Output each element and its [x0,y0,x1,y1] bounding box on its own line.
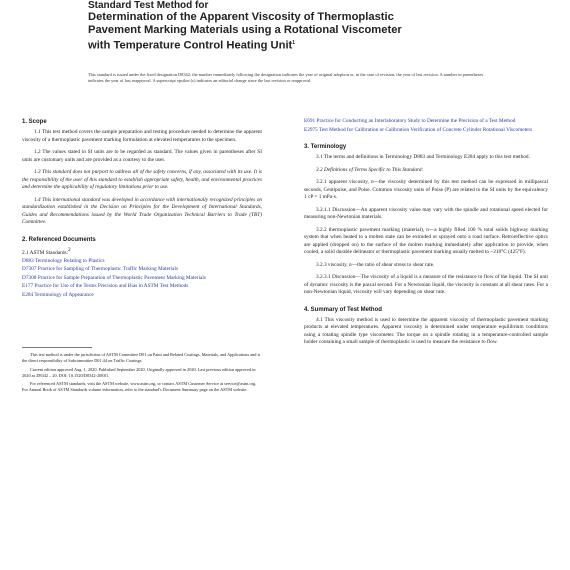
left-column [22,118,262,396]
referenced-documents-heading: 2. Referenced Documents [22,236,96,243]
terminology-3-1: 3.1 The terms and definitions in Terminology D883 and Terminology E284 apply to this test method. [316,154,530,160]
title-line-1: Determination of the Apparent Viscosity of Thermoplastic [88,11,394,23]
terminology-heading: 3. Terminology [304,144,347,150]
summary-heading: 4. Summary of Test Method [304,306,382,313]
reference-title[interactable]: Practice for Use of the Terms Precision and Bias in ASTM Test Methods [34,283,189,290]
reference-title[interactable]: Practice for Sampling of Thermoplastic Traffic Marking Materials [37,266,179,273]
reference-title[interactable]: Terminology of Appearance [34,291,94,298]
reference-code[interactable]: D7308 [22,274,37,281]
title-line-3 [88,37,488,53]
reference-item[interactable] [22,292,262,300]
terminology-3-2-1: 3.2.1 apparent viscosity, n—the viscosity determined by this test method can be expressed in millipascal seconds, Centipoise, and Poise. Common viscosity units of Poise (P) are related to the SI units by the equivalency 1 cP = 1 mPa·s. [304,179,548,200]
terminology-3-2: 3.2 Definitions of Terms Specific to This Standard: [316,166,424,173]
astm-standards-label: 2.1 ASTM Standards: [22,249,69,256]
reference-item[interactable] [22,283,262,291]
terminology-3-2-1-1: 3.2.1.1 Discussion—An apparent viscosity value may vary with the spindle and rotational speed elected for measuring non-Newtonian materials. [304,206,548,220]
scope-paragraph-2: 1.2 The values stated in SI units are to be regarded as standard. The values given in parentheses after SI units are customary units and are provided as a courtesy to the user. [22,149,262,163]
reference-title[interactable]: Terminology Relating to Plastics [35,257,105,264]
title-block [88,0,488,53]
reference-code[interactable]: D883 [22,257,34,264]
scope-paragraph-1: 1.1 This test method covers the sample preparation and testing procedure needed to determine the apparent viscosity of a thermoplastic pavement marking formulation at elevated temperatures to the specimen. [22,129,262,143]
reference-title[interactable]: Test Method for Calibration or Calibration Verification of Concrete Cylinder Rotational Viscometers [319,126,533,133]
title-footnote-mark: 1 [292,40,296,46]
terminology-3-2-2: 3.2.2 thermoplastic pavement marking (material), n—a highly filled 100 % total solids highway marking system that when heated to a molten state can be extruded or sprayed onto a road surface. Retroreflective optics are applied (dropped on) to the surface of the molten marking immediately after application to provide, when cooled, a solid durable delineator or thermoplastic pavement marking usually melted to ~218°C (425°F). [304,226,548,255]
astm-standards-intro [22,247,262,257]
reference-item[interactable] [304,127,548,135]
reference-item[interactable] [22,275,262,283]
reference-code[interactable]: E284 [22,291,34,298]
right-column [304,118,548,352]
reference-code[interactable]: E177 [22,283,34,290]
terminology-3-2-3: 3.2.3 viscosity, n—the ratio of shear stress to shear rate. [316,261,435,268]
scope-paragraph-4: 1.4 This international standard was developed in accordance with internationally recognized principles on standardization established in the Decision on Principles for the Development of International Standards, Guides and Recommendations issued by the World Trade Organization Technical Barriers to Trade (TBT) Committee. [22,196,262,225]
title-prefix: Standard Test Method for [88,0,209,11]
reference-title[interactable]: Practice for Sample Preparation of Thermoplastic Pavement Marking Materials [37,274,206,281]
reference-item[interactable] [22,266,262,274]
summary-4-1: 4.1 This viscosity method is used to determine the apparent viscosity of thermoplastic pavement marking products at elevated temperatures. Apparent viscosity is determined under temperature equilibrium conditions using a rotating spindle type viscometer. The torque on a spindle rotating in a temperature-controlled sample holder containing a small sample of thermoplastic is used to measure the resistance to flow. [304,316,548,345]
reference-item[interactable] [304,118,548,126]
reference-code[interactable]: D7307 [22,266,37,273]
terminology-3-2-3-1: 3.2.3.1 Discussion—The viscosity of a liquid is a measure of the resistance to flow of the liquid. The SI unit of dynamic viscosity is the pascal second. For a Newtonian liquid, the viscosity is constant at all shear rates. For a non-Newtonian liquid, viscosity will vary depending on shear rate. [304,274,548,295]
footnote-2: For referenced ASTM standards, visit the ASTM website, www.astm.org, or contact ASTM Customer Service at service@astm.org. For Annual Book of ASTM Standards volume information, refer to the standard's Document Summary page on the ASTM website. [22,381,257,393]
title-line-2: Pavement Marking Materials using a Rotational Viscometer [88,24,402,36]
footnote-1: This test method is under the jurisdiction of ASTM Committee D01 on Paint and Related Coatings, Materials, and Applications and is the direct responsibility of Subcommittee D01.44 on Traffic Coatings. [22,352,261,364]
footnote-divider [22,347,92,348]
reference-code[interactable]: E691 [304,118,316,124]
scope-paragraph-3: 1.3 This standard does not purport to address all of the safety concerns, if any, associated with its use. It is the responsibility of the user of this standard to establish appropriate safety, health, and environmental practices and determine the applicability of regulatory limitations prior to use. [22,169,262,190]
title-line-3-text: with Temperature Control Heating Unit [88,39,293,52]
reference-code[interactable]: E2975 [304,126,318,133]
refs-footnote-mark: 2 [68,247,71,253]
scope-heading: 1. Scope [22,119,47,125]
footnote-1-edition: Current edition approved Aug. 1, 2020. Published September 2020. Originally approved in 2020. Last previous edition approved in 2020 as D8342 – 20. DOI: 10.1520/D8342-20E01. [22,366,256,378]
reference-title[interactable]: Practice for Conducting an Interlaboratory Study to Determine the Precision of a Test Method [316,118,516,124]
reference-item[interactable] [22,258,262,266]
designation-note: This standard is issued under the fixed designation D8342; the number immediately following the designation indicates the year of original adoption or, in the case of revision, the year of last revision. A number in parentheses indicates the year of last reapproval. A superscript epsilon (ε) indicates an editorial change since the last revision or reapproval. [88,72,484,83]
